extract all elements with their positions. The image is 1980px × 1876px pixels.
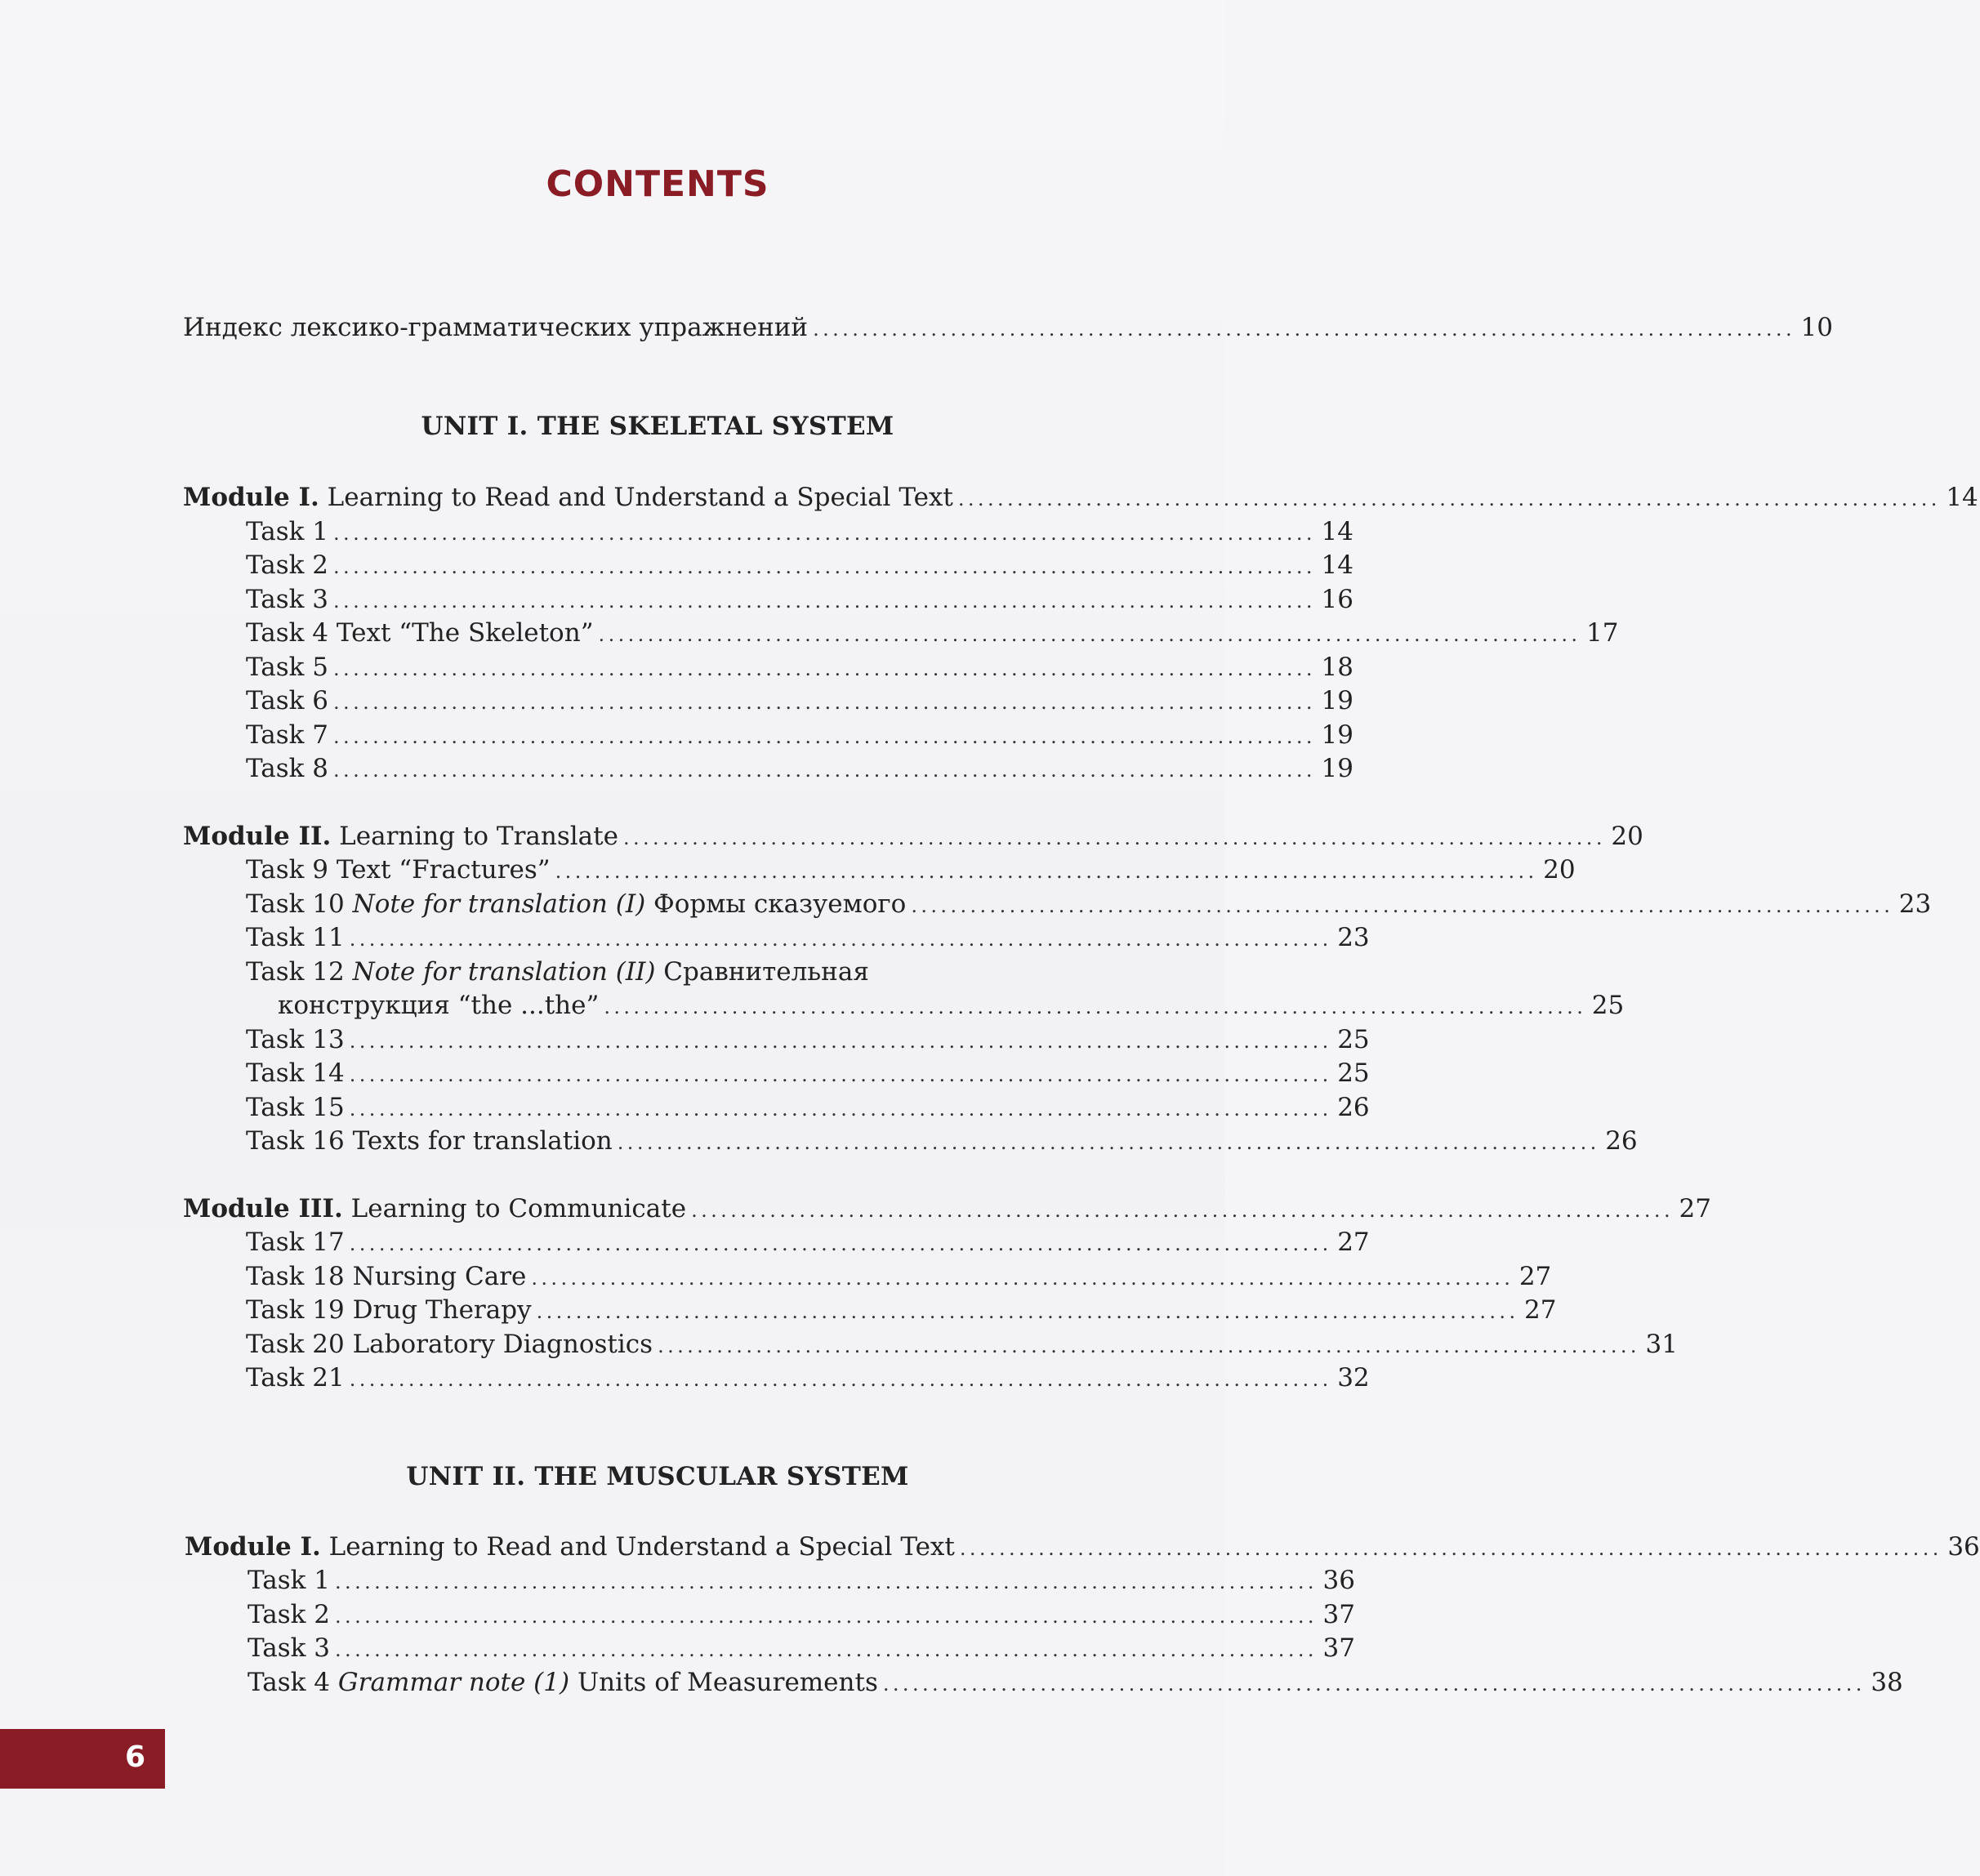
toc-task-entry[interactable] [246, 853, 1576, 888]
toc-page-number: 27 [1679, 1194, 1711, 1223]
toc-task-entry[interactable] [246, 1260, 1552, 1294]
toc-page-number: 19 [1321, 720, 1353, 750]
leader-dots: .................................................................................................... [882, 1673, 1866, 1696]
toc-task-entry[interactable] [246, 1091, 1370, 1125]
toc-task-entry[interactable] [246, 684, 1353, 719]
toc-page-number: 23 [1898, 889, 1932, 919]
toc-page-number: 26 [1337, 1093, 1370, 1122]
toc-module-entry[interactable] [183, 1192, 1711, 1227]
toc-module-entry[interactable] [185, 1531, 1980, 1565]
leader-dots: .................................................................................................... [333, 590, 1316, 613]
toc-task-entry[interactable] [246, 1125, 1638, 1159]
toc-module-entry[interactable] [183, 481, 1978, 515]
leader-dots: .................................................................................................... [335, 1638, 1318, 1661]
toc-entry-label: Task 15 [246, 1093, 345, 1122]
toc-page-number: 25 [1591, 991, 1625, 1020]
module-number: Module I. [183, 483, 319, 512]
toc-entry-label: Task 9 Text “Fractures” [246, 855, 551, 885]
module-title: Learning to Read and Understand a Special Text [319, 483, 953, 512]
leader-dots: .................................................................................................... [349, 928, 1332, 951]
toc-entry-label: конструкция “the ...the” [278, 991, 600, 1020]
toc-page-number: 36 [1947, 1532, 1980, 1562]
task-title: Units of Measurements [569, 1668, 878, 1697]
note-title: Grammar note (1) [337, 1668, 570, 1697]
toc-entry-label: Task 18 Nursing Care [246, 1262, 527, 1291]
toc-entry-label: Task 13 [246, 1025, 345, 1054]
toc-module-entry[interactable] [183, 820, 1643, 854]
leader-dots: .................................................................................................... [349, 1030, 1332, 1053]
toc-page-number: 27 [1337, 1228, 1370, 1257]
module-number: Module I. [185, 1532, 321, 1562]
toc-entry-label: Task 1 [247, 1566, 331, 1595]
toc-task-entry[interactable] [246, 1023, 1370, 1058]
toc-entry-label [183, 820, 618, 853]
toc-entry-label: Индекс лексико-грамматических упражнений [183, 313, 809, 342]
toc-task-entry[interactable] [247, 1632, 1355, 1666]
toc-entry-label: Task 21 [246, 1363, 345, 1393]
toc-entry-label: Task 5 [246, 653, 329, 682]
page-title: CONTENTS [546, 163, 769, 205]
leader-dots: .................................................................................................... [911, 894, 1894, 917]
toc-page-number: 10 [1800, 313, 1833, 342]
toc-page-number: 14 [1321, 550, 1353, 580]
toc-task-entry[interactable] [246, 719, 1353, 753]
leader-dots: .................................................................................................... [555, 860, 1538, 883]
leader-dots: .................................................................................................... [335, 1605, 1318, 1628]
toc-entry-label: Task 6 [246, 686, 329, 715]
toc-task-entry[interactable] [246, 583, 1353, 617]
task-number: Task 4 [247, 1668, 338, 1697]
toc-entry-label [185, 1531, 955, 1563]
toc-entry-label: Task 20 Laboratory Diagnostics [246, 1330, 653, 1359]
toc-page-number: 32 [1337, 1363, 1370, 1393]
task-number: Task 12 [246, 957, 353, 987]
toc-entry-label [247, 1666, 878, 1699]
leader-dots: .................................................................................................... [349, 1098, 1332, 1121]
toc-task-entry[interactable] [247, 1598, 1355, 1633]
leader-dots: .................................................................................................... [349, 1232, 1332, 1255]
toc-entry-label: Task 1 [246, 517, 329, 546]
leader-dots: .................................................................................................... [604, 996, 1587, 1018]
toc-task-entry[interactable] [246, 1057, 1370, 1091]
toc-task-entry[interactable] [246, 1294, 1557, 1328]
module-title: Learning to Communicate [342, 1194, 687, 1223]
toc-page-number: 14 [1321, 517, 1353, 546]
page-number: 6 [124, 1740, 145, 1774]
leader-dots: .................................................................................................... [531, 1267, 1514, 1290]
toc-entry-label: Task 2 [246, 550, 329, 580]
toc-entry-index[interactable] [183, 311, 1833, 345]
toc-page-number: 20 [1611, 822, 1643, 851]
toc-task-entry[interactable] [246, 1328, 1678, 1362]
toc-task-entry[interactable] [246, 921, 1370, 956]
toc-task-entry[interactable] [246, 617, 1619, 651]
leader-dots: .................................................................................................... [622, 827, 1606, 849]
module-number: Module III. [183, 1194, 343, 1223]
page-number-badge [0, 1729, 165, 1789]
toc-task-entry[interactable] [246, 1226, 1370, 1260]
toc-page-number: 23 [1337, 923, 1370, 952]
leader-dots: .................................................................................................... [349, 1368, 1332, 1391]
toc-task-entry[interactable] [246, 956, 1157, 988]
leader-dots: .................................................................................................... [333, 657, 1316, 680]
toc-page-number: 38 [1871, 1668, 1903, 1697]
leader-dots: .................................................................................................... [333, 691, 1316, 714]
toc-entry-label: Task 8 [246, 754, 329, 783]
toc-page-number: 27 [1524, 1295, 1557, 1325]
toc-page-number: 25 [1337, 1025, 1370, 1054]
toc-task-entry[interactable] [246, 549, 1353, 583]
leader-dots: .................................................................................................... [598, 623, 1581, 646]
toc-entry-label: Task 4 Text “The Skeleton” [246, 618, 594, 648]
toc-page-number: 14 [1946, 483, 1978, 512]
leader-dots: .................................................................................................... [333, 759, 1316, 782]
toc-page-number: 37 [1322, 1600, 1355, 1629]
toc-task-entry[interactable] [246, 1361, 1370, 1396]
toc-entry-label: Task 16 Texts for translation [246, 1126, 613, 1156]
toc-page-number: 27 [1518, 1262, 1552, 1291]
toc-page-number: 19 [1321, 754, 1353, 783]
leader-dots: .................................................................................................... [813, 318, 1795, 341]
leader-dots: .................................................................................................... [333, 555, 1316, 578]
note-title: Note for translation (II) [352, 957, 656, 987]
toc-entry-label [183, 481, 953, 514]
toc-entry-label: Task 19 Drug Therapy [246, 1295, 532, 1325]
toc-entry-label [183, 1192, 686, 1225]
toc-task-entry[interactable] [247, 1666, 1903, 1700]
module-number: Module II. [183, 822, 332, 851]
unit-heading: UNIT II. THE MUSCULAR SYSTEM [406, 1462, 909, 1491]
toc-task-entry-continued[interactable] [278, 989, 1625, 1023]
toc-page-number: 25 [1337, 1058, 1370, 1088]
toc-page-number: 20 [1543, 855, 1576, 885]
leader-dots: .................................................................................................... [957, 488, 1941, 510]
toc-task-entry[interactable] [246, 651, 1353, 685]
toc-entry-label: Task 14 [246, 1058, 345, 1088]
toc-page-number: 17 [1585, 618, 1619, 648]
toc-entry-label: Task 11 [246, 923, 345, 952]
toc-task-entry[interactable] [246, 515, 1353, 550]
toc-page-number: 26 [1605, 1126, 1638, 1156]
toc-page-number: 18 [1321, 653, 1353, 682]
toc-task-entry[interactable] [247, 1564, 1355, 1598]
toc-task-entry[interactable] [246, 888, 1932, 922]
toc-page-number: 16 [1321, 585, 1353, 614]
leader-dots: .................................................................................................... [335, 1571, 1318, 1593]
leader-dots: .................................................................................................... [658, 1335, 1640, 1357]
toc-page-number: 31 [1645, 1330, 1678, 1359]
unit-heading: UNIT I. THE SKELETAL SYSTEM [421, 412, 894, 441]
note-title: Note for translation (I) [352, 889, 646, 919]
module-title: Learning to Translate [331, 822, 618, 851]
toc-entry-label [246, 888, 906, 920]
toc-entry-label: Task 7 [246, 720, 329, 750]
toc-page-number: 36 [1322, 1566, 1355, 1595]
leader-dots: .................................................................................................... [691, 1199, 1674, 1222]
toc-entry-label: Task 3 [246, 585, 329, 614]
leader-dots: .................................................................................................... [959, 1537, 1942, 1560]
leader-dots: .................................................................................................... [333, 522, 1316, 545]
leader-dots: .................................................................................................... [536, 1300, 1519, 1323]
toc-entry-label: Task 2 [247, 1600, 331, 1629]
task-number: Task 10 [246, 889, 353, 919]
toc-task-entry[interactable] [246, 752, 1353, 786]
task-title: Сравнительная [655, 957, 869, 987]
toc-entry-label [246, 956, 869, 988]
leader-dots: .................................................................................................... [349, 1063, 1332, 1086]
toc-entry-label: Task 3 [247, 1633, 331, 1663]
module-title: Learning to Read and Understand a Special Text [320, 1532, 955, 1562]
leader-dots: .................................................................................................... [617, 1131, 1600, 1154]
toc-page-number: 19 [1321, 686, 1353, 715]
leader-dots: .................................................................................................... [333, 725, 1316, 748]
task-title: Формы сказуемого [645, 889, 907, 919]
toc-page-number: 37 [1322, 1633, 1355, 1663]
toc-entry-label: Task 17 [246, 1228, 345, 1257]
